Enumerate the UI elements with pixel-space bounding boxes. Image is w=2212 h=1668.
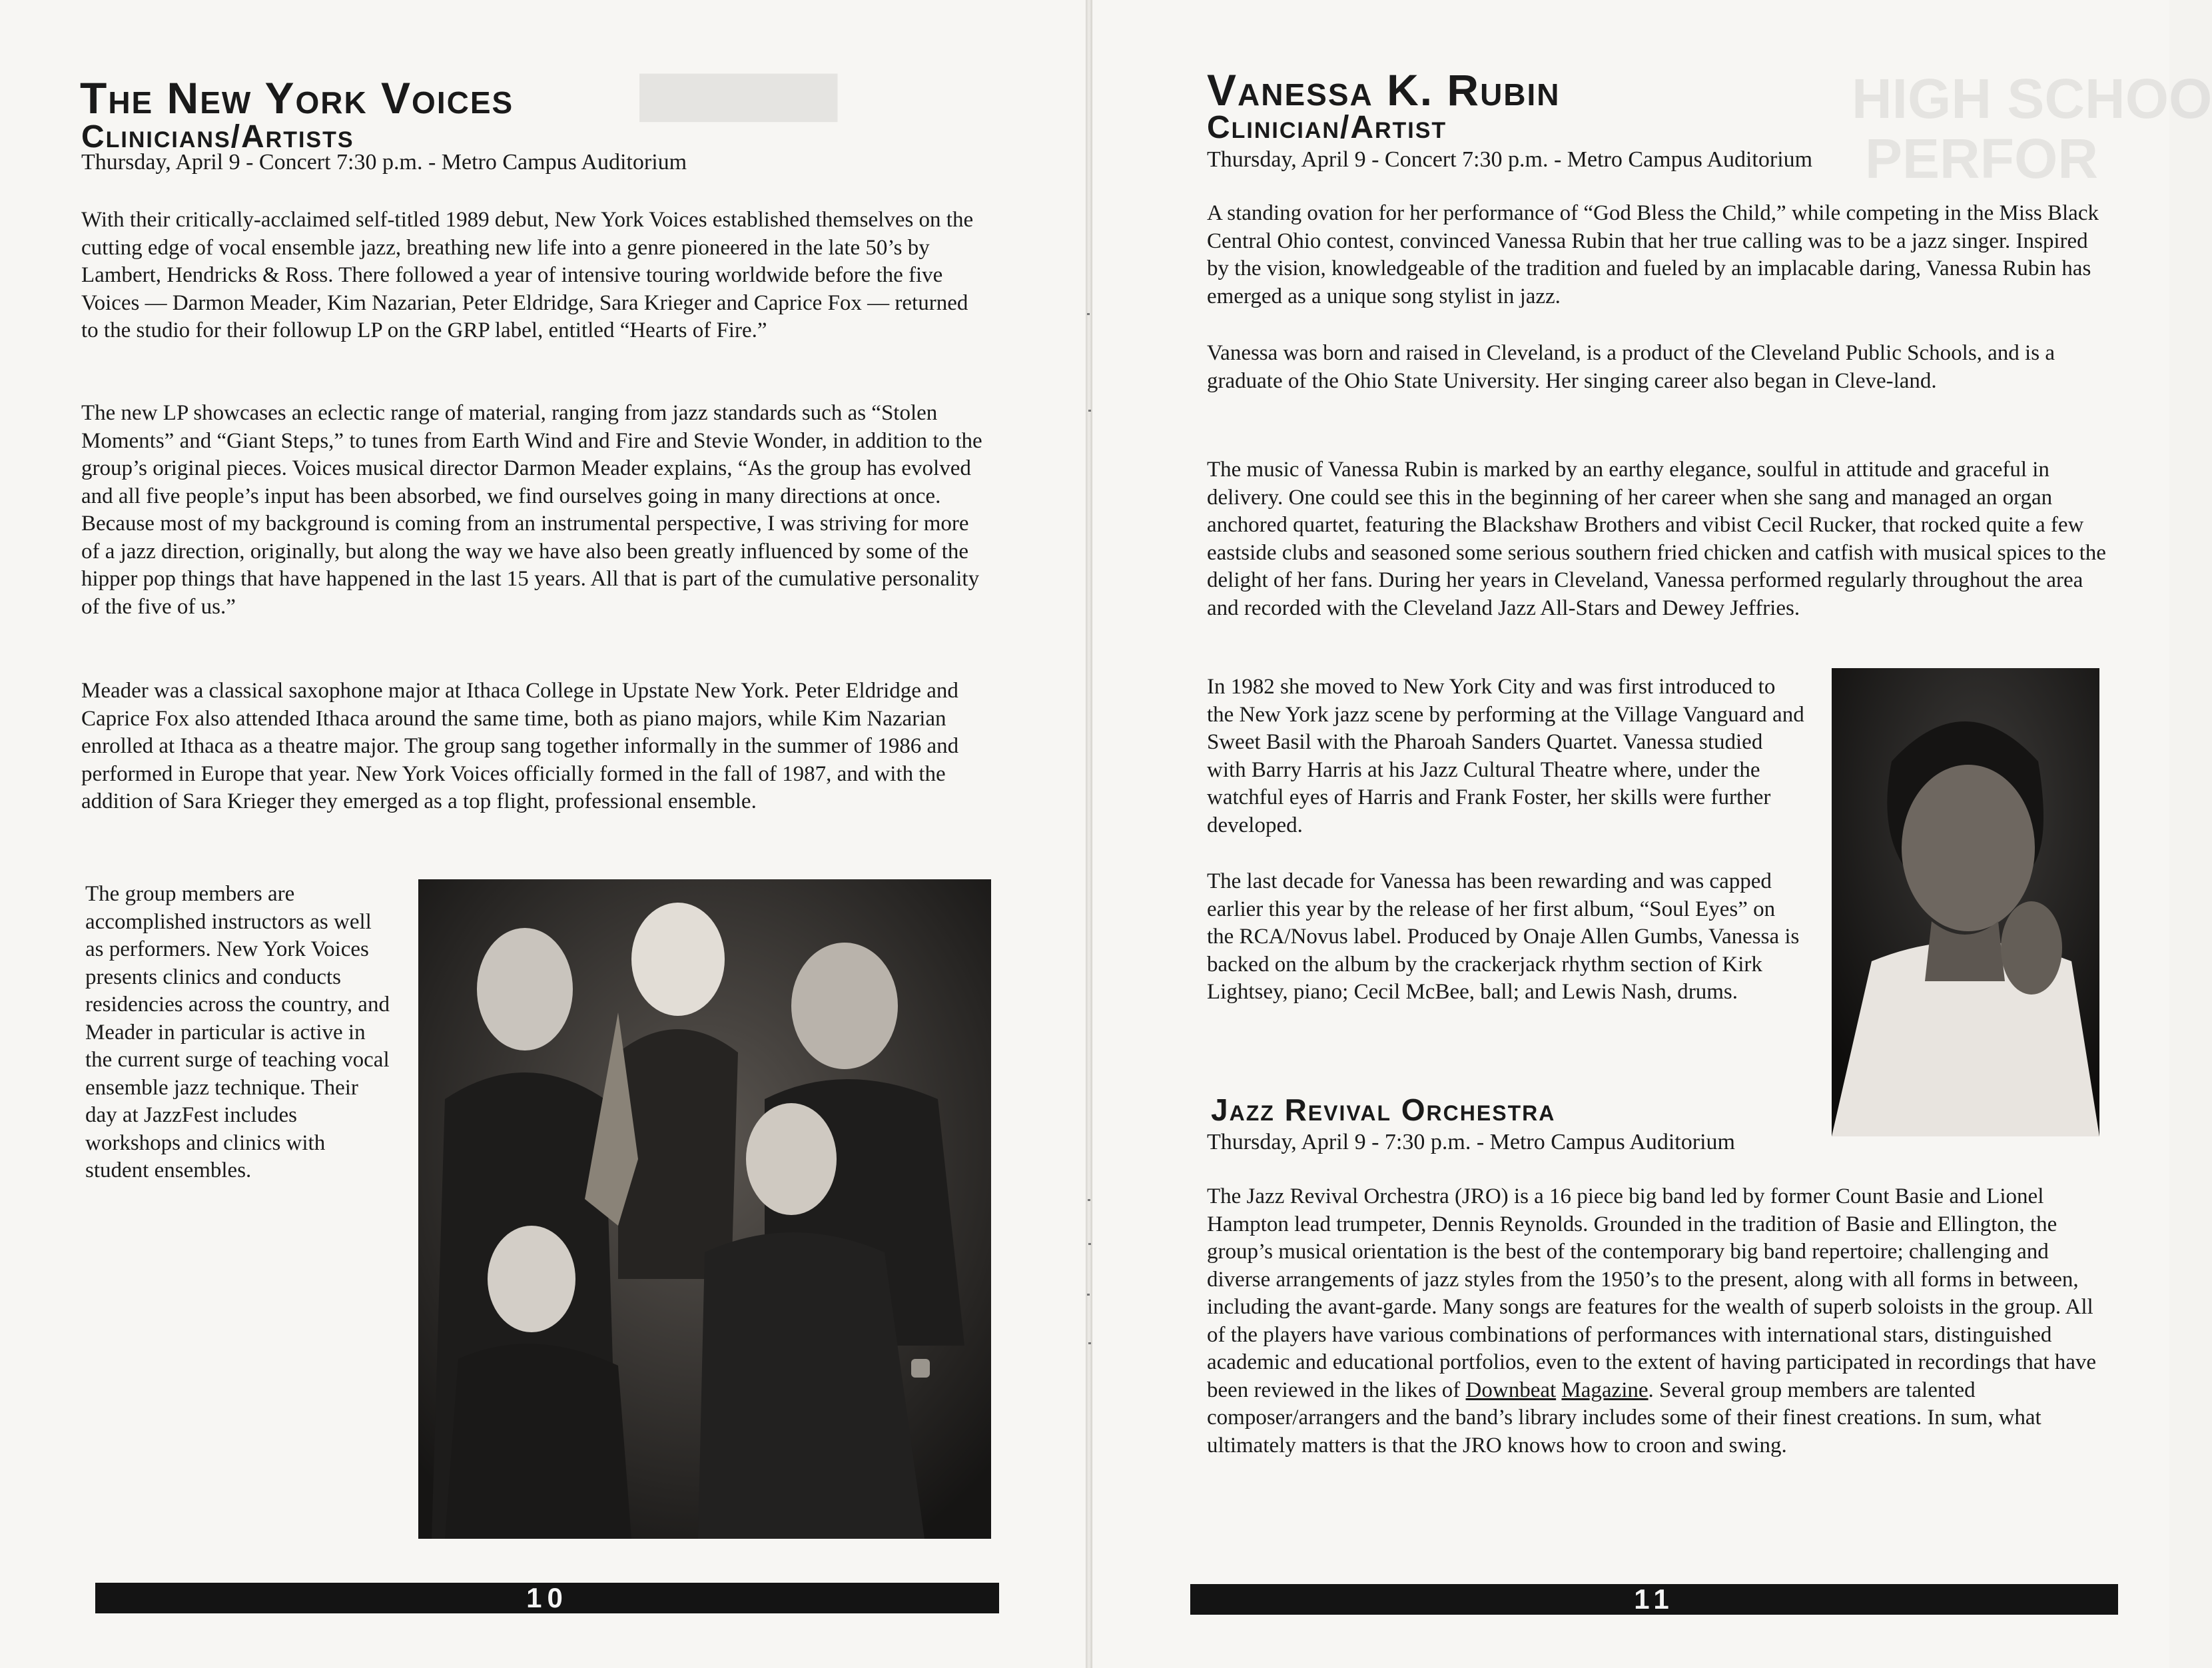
publication-name: Magazine <box>1561 1378 1649 1402</box>
body-paragraph: With their critically-acclaimed self-titled 1989 debut, New York Voices established themselves on the cutting edge of vocal ensemble jazz, breathing new life into a genre pioneered in the late 50’s by Lambert, Hendricks & Ross. There followed a year of intensive touring worldwide before the five Voices — Darmon Meader, Kim Nazarian, Peter Eldridge, Sara Krieger and Caprice Fox — returned to the studio for their followup LP on the GRP label, entitled “Hearts of Fire.” <box>81 208 974 342</box>
body-paragraph: The last decade for Vanessa has been rewarding and was capped earlier this year by the release of her first album, “Soul Eyes” on the RCA/Novus label. Produced by Onaje Allen Gumbs, Vanessa is backed on the album by the crackerjack rhythm section of Kirk Lightsey, piano; Cecil McBee, ball; and Lewis Nash, drums. <box>1207 869 1800 1004</box>
page-subtitle: Clinician/Artist <box>1207 110 1447 145</box>
bleed-through-shadow: PERFOR <box>1865 127 2099 190</box>
paragraph-text: . Several group members are talented composer/arrangers and the band’s library includes some of their finest creations. In sum, what ultimately matters is that the JRO knows how to croon and swing. <box>1207 1378 2041 1458</box>
portrait-photo-image <box>1832 668 2099 1136</box>
body-paragraph: A standing ovation for her performance of “God Bless the Child,” while competing in the Miss Black Central Ohio contest, convinced Vanessa Rubin that her true calling was to be a jazz singer. Inspired by the vision, knowledgeable of the tradition and fueled by an implacable daring, Vanessa Rubin has emerged as a unique song stylist in jazz. <box>1207 201 2099 308</box>
page-number-bar <box>95 1583 999 1613</box>
page-subtitle: Clinicians/Artists <box>81 119 354 155</box>
event-dateline: Thursday, April 9 - Concert 7:30 p.m. - Metro Campus Auditorium <box>1207 147 1813 172</box>
portrait-photo <box>1832 668 2099 1136</box>
page-number: 10 <box>526 1582 568 1613</box>
page-title: Vanessa K. Rubin <box>1207 65 1561 115</box>
body-paragraph <box>1207 1183 2113 1460</box>
body-paragraph: The new LP showcases an eclectic range of material, ranging from jazz standards such as “Stolen Moments” and “Giant Steps,” to tunes from Earth Wind and Fire and Stevie Wonder, in addition to the group’s original pieces. Voices musical director Darmon Meader explains, “As the group has evolved and all five people’s input has been absorbed, we find ourselves going in many directions at once. Because most of my background is coming from an instrumental perspective, I was striving for more of a jazz direction, originally, but along the way we have also been greatly influenced by some of the hipper pop things that have happened in the last 15 years. All that is part of the cumulative personality of the five of us.” <box>81 401 982 619</box>
page-number: 11 <box>1634 1583 1674 1615</box>
body-paragraph: The group members are accomplished instructors as well as performers. New York Voices presents clinics and conducts residencies across the country, and Meader in particular is active in the current surge of teaching vocal ensemble jazz technique. Their day at JazzFest includes workshops and clinics with student ensembles. <box>85 882 390 1182</box>
bleed-through-shadow: ███████ <box>639 74 838 119</box>
book-spine <box>1086 0 1092 1668</box>
group-photo-image <box>418 879 991 1539</box>
right-page <box>1092 0 2212 1668</box>
page-number-bar <box>1190 1584 2118 1615</box>
paragraph-text: The Jazz Revival Orchestra (JRO) is a 16 piece big band led by former Count Basie and Lionel Hampton lead trumpeter, Dennis Reynolds. Grounded in the tradition of Basie and Ellington, the group’s musical orientation is the best of the contemporary big band repertoire; challenging and diverse arrangements of jazz styles from the 1950’s to the present, along with all forms in between, including the avant-garde. Many songs are features for the wealth of superb soloists in the group. All of the players have various combinations of performances with international stars, distinguished academic and educational portfolios, even to the extent of having participated in recordings that have been reviewed in the likes of <box>1207 1184 2097 1402</box>
bleed-through-shadow: HIGH SCHOO <box>1852 67 2212 130</box>
body-paragraph: Meader was a classical saxophone major at Ithaca College in Upstate New York. Peter Eldridge and Caprice Fox also attended Ithaca around the same time, both as piano majors, while Kim Nazarian enrolled at Ithaca as a theatre major. The group sang together informally in the summer of 1986 and performed in Europe that year. New York Voices officially formed in the fall of 1987, and with the addition of Sara Krieger they emerged as a top flight, professional ensemble. <box>81 679 959 813</box>
event-dateline: Thursday, April 9 - 7:30 p.m. - Metro Campus Auditorium <box>1207 1130 1735 1154</box>
body-paragraph: The music of Vanessa Rubin is marked by an earthy elegance, soulful in attitude and graceful in delivery. One could see this in the beginning of her career when she sang and managed an organ anchored quartet, featuring the Blackshaw Brothers and vibist Cecil Rucker, that rocked quite a few eastside clubs and seasoned some serious southern fried chicken and catfish with musical spices to the delight of her fans. During her years in Cleveland, Vanessa performed regularly throughout the area and recorded with the Cleveland Jazz All-Stars and Dewey Jeffries. <box>1207 458 2106 620</box>
section-title: Jazz Revival Orchestra <box>1211 1092 1556 1127</box>
group-photo <box>418 879 991 1539</box>
body-paragraph: Vanessa was born and raised in Cleveland, is a product of the Cleveland Public Schools, and is a graduate of the Ohio State University. Her singing career also began in Cleve-land. <box>1207 341 2055 393</box>
left-page <box>0 0 1086 1668</box>
body-paragraph: In 1982 she moved to New York City and was first introduced to the New York jazz scene by performing at the Village Vanguard and Sweet Basil with the Pharoah Sanders Quartet. Vanessa studied with Barry Harris at his Jazz Cultural Theatre where, under the watchful eyes of Harris and Frank Foster, her skills were further developed. <box>1207 675 1804 837</box>
page-title: The New York Voices <box>80 73 514 123</box>
event-dateline: Thursday, April 9 - Concert 7:30 p.m. - Metro Campus Auditorium <box>81 150 687 175</box>
publication-name: Downbeat <box>1465 1378 1557 1402</box>
